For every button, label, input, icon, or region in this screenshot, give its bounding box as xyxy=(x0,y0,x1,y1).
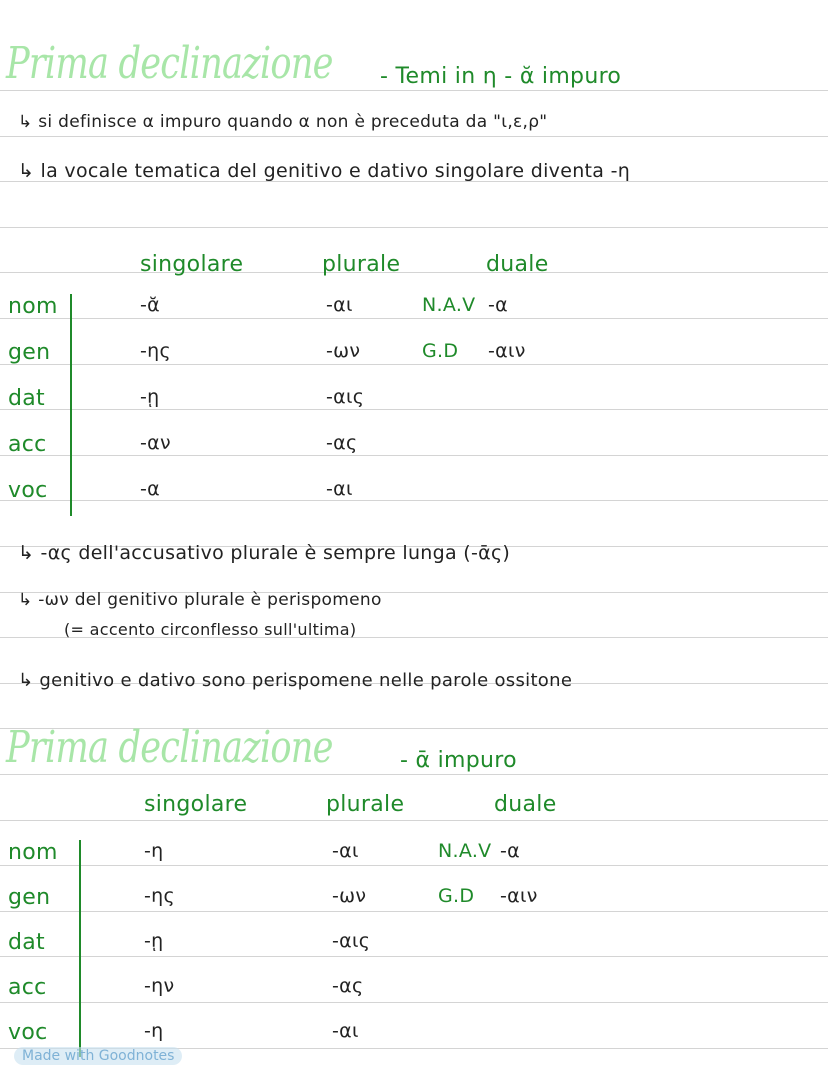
table-divider xyxy=(79,840,81,1057)
plural-ending: -αι xyxy=(332,1020,359,1042)
singular-ending: -ην xyxy=(144,975,175,997)
singular-ending: -ης xyxy=(144,885,175,907)
plural-ending: -αις xyxy=(332,930,371,952)
plural-ending: -αι xyxy=(326,478,353,500)
case-label: acc xyxy=(8,432,47,457)
singular-ending: -ῃ xyxy=(144,930,164,952)
plural-ending: -ας xyxy=(332,975,364,997)
header-duale: duale xyxy=(494,792,557,817)
note: ↳ genitivo e dativo sono perispomene nelle parole ossitone xyxy=(18,670,573,691)
case-label: nom xyxy=(8,294,58,319)
ruled-line xyxy=(0,227,828,228)
goodnotes-watermark: Made with Goodnotes xyxy=(14,1047,182,1065)
singular-ending: -η xyxy=(144,1020,164,1042)
plural-ending: -ων xyxy=(326,340,361,362)
section1-title: Prima declinazione xyxy=(6,38,333,89)
dual-ending: -α xyxy=(488,294,508,316)
note: ↳ la vocale tematica del genitivo e dativo singolare diventa -η xyxy=(18,160,631,182)
header-singolare: singolare xyxy=(144,792,248,817)
ruled-line xyxy=(0,364,828,365)
singular-ending: -η xyxy=(144,840,164,862)
plural-ending: -ων xyxy=(332,885,367,907)
table-divider xyxy=(70,294,72,516)
header-plurale: plurale xyxy=(326,792,405,817)
ruled-line xyxy=(0,500,828,501)
ruled-line xyxy=(0,774,828,775)
dual-case-label: N.A.V xyxy=(422,294,476,316)
ruled-line xyxy=(0,136,828,137)
ruled-line xyxy=(0,455,828,456)
ruled-line xyxy=(0,272,828,273)
case-label: acc xyxy=(8,975,47,1000)
ruled-line xyxy=(0,820,828,821)
ruled-line xyxy=(0,1002,828,1003)
ruled-line xyxy=(0,865,828,866)
ruled-line xyxy=(0,318,828,319)
plural-ending: -ας xyxy=(326,432,358,454)
case-label: gen xyxy=(8,340,51,365)
singular-ending: -α xyxy=(140,478,160,500)
dual-ending: -αιν xyxy=(500,885,538,907)
note: (= accento circonflesso sull'ultima) xyxy=(64,620,357,639)
section2-subtitle: - ᾱ impuro xyxy=(400,748,517,773)
section1-subtitle: - Temi in η - ᾰ impuro xyxy=(380,64,622,89)
note: ↳ -ας dell'accusativo plurale è sempre lunga (-ᾱς) xyxy=(18,542,511,564)
section2-title: Prima declinazione xyxy=(6,722,333,773)
singular-ending: -ῃ xyxy=(140,386,160,408)
singular-ending: -ης xyxy=(140,340,171,362)
plural-ending: -αις xyxy=(326,386,365,408)
header-duale: duale xyxy=(486,252,549,277)
dual-case-label: G.D xyxy=(438,885,475,907)
case-label: dat xyxy=(8,386,45,411)
ruled-line xyxy=(0,409,828,410)
note: ↳ -ων del genitivo plurale è perispomeno xyxy=(18,590,382,610)
case-label: voc xyxy=(8,1020,48,1045)
ruled-line xyxy=(0,90,828,91)
header-plurale: plurale xyxy=(322,252,401,277)
ruled-line xyxy=(0,911,828,912)
header-singolare: singolare xyxy=(140,252,244,277)
case-label: gen xyxy=(8,885,51,910)
dual-ending: -αιν xyxy=(488,340,526,362)
case-label: nom xyxy=(8,840,58,865)
note: ↳ si definisce α impuro quando α non è preceduta da "ι,ε,ρ" xyxy=(18,112,548,132)
plural-ending: -αι xyxy=(326,294,353,316)
case-label: dat xyxy=(8,930,45,955)
dual-case-label: N.A.V xyxy=(438,840,492,862)
ruled-line xyxy=(0,956,828,957)
plural-ending: -αι xyxy=(332,840,359,862)
singular-ending: -ᾰ xyxy=(140,294,160,316)
case-label: voc xyxy=(8,478,48,503)
dual-case-label: G.D xyxy=(422,340,459,362)
singular-ending: -αν xyxy=(140,432,171,454)
dual-ending: -α xyxy=(500,840,520,862)
